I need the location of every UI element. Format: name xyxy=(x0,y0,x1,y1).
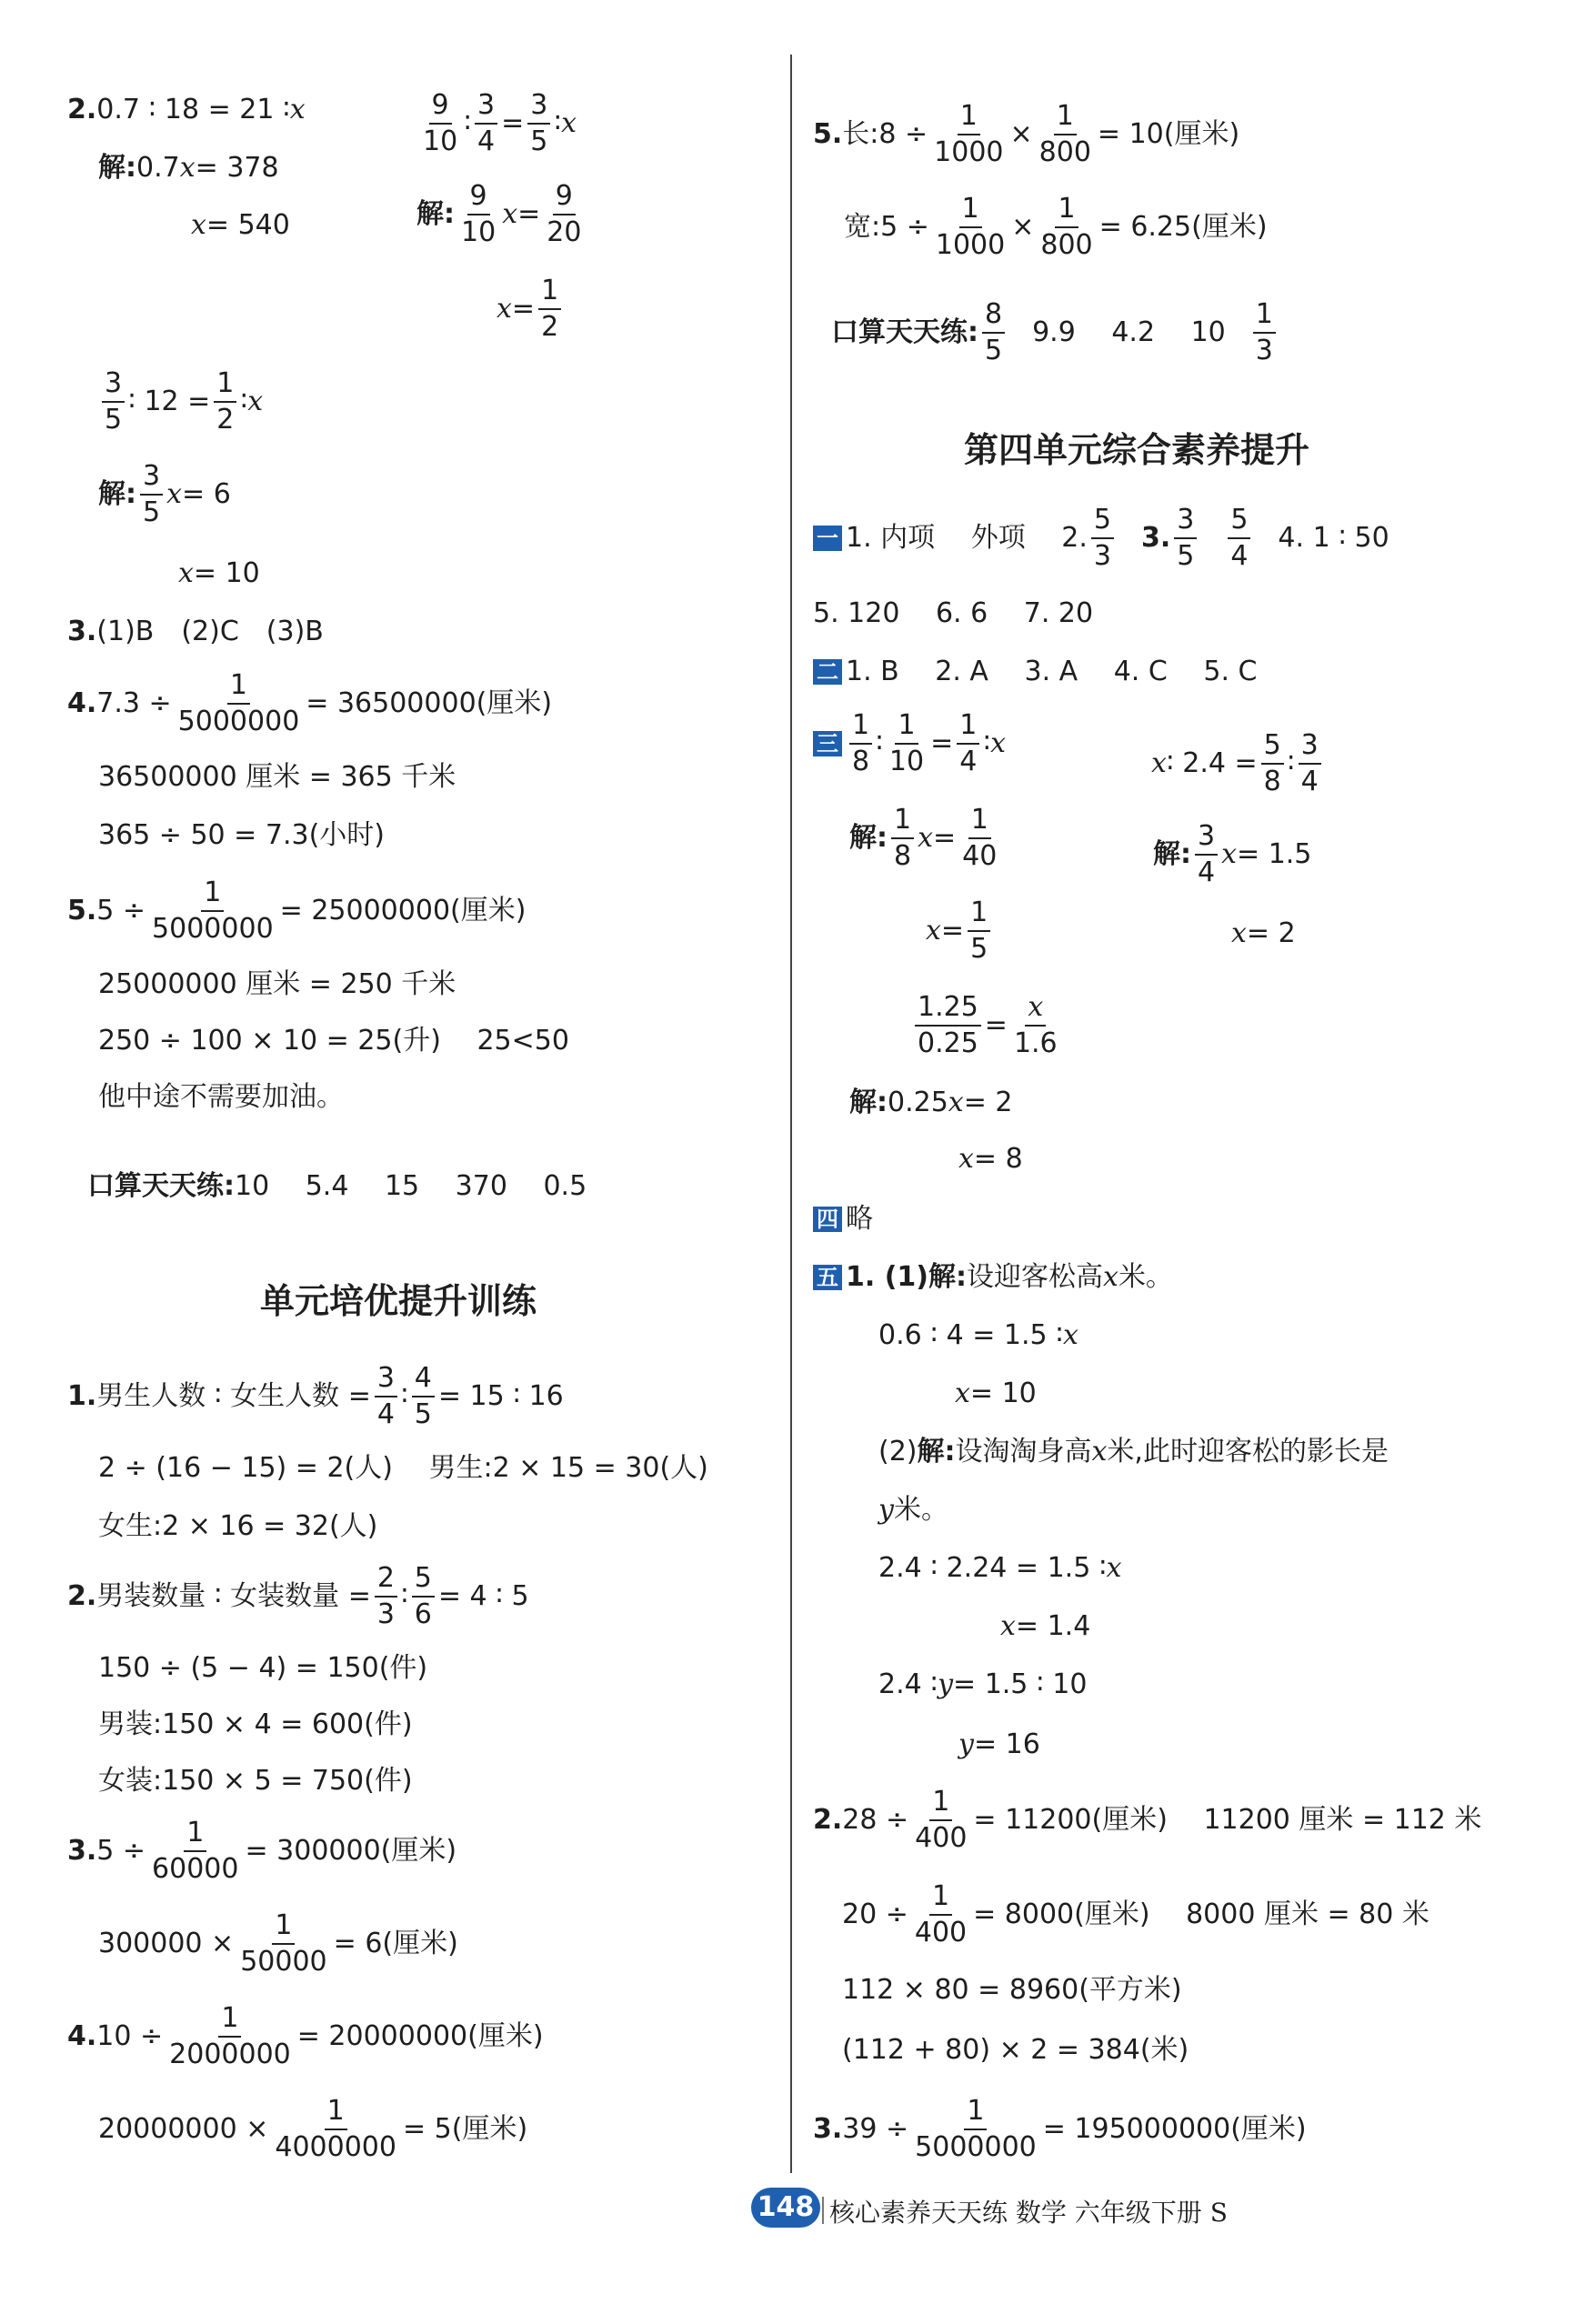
r-q3-line1: 3. 39 ÷ $\frac{1}{5000000}$ = 195000000(厘米) xyxy=(813,2095,1307,2163)
r-q5-line1: 5. 长:8 ÷ $\frac{1}{1000}$ × $\frac{1}{800}$ = 10(厘米) xyxy=(813,100,1240,168)
l-q2b-line1: $\frac{9}{10}$ ∶ $\frac{3}{4}$ = $\frac{3}{5}$ ∶ x xyxy=(416,91,577,155)
fraction: $\frac{1}{1000}$ xyxy=(934,100,1004,168)
fraction: $\frac{3}{5}$ xyxy=(102,369,125,434)
l-oral-practice: 口算天天练: 10 5.4 15 370 0.5 xyxy=(87,1170,587,1202)
r-s5-line3: x = 10 xyxy=(955,1377,1037,1409)
l-q4-line1: 4. 7.3 ÷ $\frac{1}{5000000}$ = 36500000(厘米) xyxy=(67,669,553,737)
l-t1-line2: 2 ÷ (16 − 15) = 2(人) 男生:2 × 15 = 30(人) xyxy=(98,1452,708,1484)
l-t2-line1: 2. 男装数量 ∶ 女装数量 = $\frac{2}{3}$ ∶ $\frac{5}{6}$ = 4 ∶ 5 xyxy=(67,1562,529,1630)
fraction: $\frac{3}{4}$ xyxy=(1299,731,1321,796)
l-t1-line3: 女生:2 × 16 = 32(人) xyxy=(98,1510,378,1542)
fraction: $\frac{1}{40}$ xyxy=(962,804,998,872)
r-s3c-solve2: x = 8 xyxy=(958,1143,1023,1175)
fraction: $\frac{1}{400}$ xyxy=(914,1880,968,1948)
r-s5-line9: y = 16 xyxy=(958,1728,1040,1760)
l-q5-line4: 他中途不需要加油。 xyxy=(98,1081,344,1113)
fraction: $\frac{2}{3}$ xyxy=(375,1564,397,1628)
r-s3-solve2: x = $\frac{1}{5}$ xyxy=(926,898,994,963)
fraction: $\frac{1}{50000}$ xyxy=(240,1909,327,1978)
r-s4: 四 略 xyxy=(813,1206,873,1233)
fraction: $\frac{1}{2}$ xyxy=(214,369,236,434)
l-q2c-solve2: x = 10 xyxy=(178,557,260,589)
l-q5-line2: 25000000 厘米 = 250 千米 xyxy=(98,968,456,1000)
r-s1-line1: 一 1. 内项 外项 2. $\frac{5}{3}$ 3. $\frac{3}{5}$ $\frac{5}{4}$ 4. 1 ∶ 50 xyxy=(813,506,1389,570)
section-badge-1: 一 xyxy=(813,526,842,551)
fraction: $\frac{1}{5}$ xyxy=(968,898,990,963)
l-q2b-solve1: 解: $\frac{9}{10}$ x = $\frac{9}{20}$ xyxy=(416,182,587,246)
fraction: $\frac{5}{3}$ xyxy=(1091,506,1114,570)
fraction: $\frac{1}{800}$ xyxy=(1038,100,1091,168)
r-q2-line4: (112 + 80) × 2 = 384(米) xyxy=(842,2034,1189,2066)
section-badge-4: 四 xyxy=(813,1207,842,1232)
r-s5-line6: 2.4 ∶ 2.24 = 1.5 ∶ x xyxy=(878,1552,1122,1584)
fraction: $\frac{5}{4}$ xyxy=(1228,506,1250,570)
fraction: $\frac{3}{5}$ xyxy=(1174,506,1197,570)
r-s3c-line1: $\frac{1.25}{0.25}$ = $\frac{x}{1.6}$ xyxy=(911,993,1064,1057)
fraction: $\frac{1}{2}$ xyxy=(538,276,561,341)
l-t2-line4: 女装:150 × 5 = 750(件) xyxy=(98,1765,413,1797)
fraction: $\frac{8}{5}$ xyxy=(982,300,1005,365)
r-q2-line1: 2. 28 ÷ $\frac{1}{400}$ = 11200(厘米) 11200 厘米 = 112 米 xyxy=(813,1786,1482,1854)
l-t2-line3: 男装:150 × 4 = 600(件) xyxy=(98,1708,413,1740)
r-s5-line8: 2.4 ∶ y = 1.5 ∶ 10 xyxy=(878,1668,1088,1700)
r-s3b-line1: x ∶ 2.4 = $\frac{5}{8}$ ∶ $\frac{3}{4}$ xyxy=(1151,731,1325,796)
fraction: $\frac{1}{800}$ xyxy=(1040,193,1093,261)
l-q2-line1: 2. 0.7 ∶ 18 = 21 ∶ x xyxy=(67,94,306,125)
r-s3c-solve1: 解: 0.25 x = 2 xyxy=(849,1087,1013,1118)
fraction: $\frac{1}{3}$ xyxy=(1253,300,1276,365)
r-s3-line1: 三 $\frac{1}{8}$ ∶ $\frac{1}{10}$ = $\frac{1}{4}$ ∶ x xyxy=(813,711,1006,776)
l-q3: 3. (1)B (2)C (3)B xyxy=(67,616,324,647)
fraction: $\frac{9}{10}$ xyxy=(423,89,458,157)
fraction: $\frac{x}{1.6}$ xyxy=(1013,991,1058,1059)
r-s5-line4: (2) 解: 设淘淘身高 x 米,此时迎客松的影长是 xyxy=(878,1436,1389,1468)
l-t2-line2: 150 ÷ (5 − 4) = 150(件) xyxy=(98,1652,428,1684)
r-s5-line7: x = 1.4 xyxy=(1000,1610,1091,1642)
l-q4-line3: 365 ÷ 50 = 7.3(小时) xyxy=(98,819,385,851)
r-q2-line2: 20 ÷ $\frac{1}{400}$ = 8000(厘米) 8000 厘米 = 80 米 xyxy=(842,1880,1429,1948)
fraction: $\frac{9}{20}$ xyxy=(547,180,582,248)
l-t1-line1: 1. 男生人数 ∶ 女生人数 = $\frac{3}{4}$ ∶ $\frac{4}{5}$ = 15 ∶ 16 xyxy=(67,1362,564,1430)
l-q2c-line1: $\frac{3}{5}$ ∶ 12 = $\frac{1}{2}$ ∶ x xyxy=(98,369,263,434)
fraction: $\frac{3}{4}$ xyxy=(1195,822,1218,887)
r-s5-line2: 0.6 ∶ 4 = 1.5 ∶ x xyxy=(878,1319,1078,1351)
l-t4-line1: 4. 10 ÷ $\frac{1}{2000000}$ = 20000000(厘米) xyxy=(67,2002,544,2070)
r-s2-line1: 二 1. B 2. A 3. A 4. C 5. C xyxy=(813,658,1257,686)
fraction: $\frac{1.25}{0.25}$ xyxy=(915,993,981,1057)
fraction: $\frac{1}{8}$ xyxy=(891,806,914,870)
fraction: $\frac{1}{5000000}$ xyxy=(915,2095,1037,2163)
r-oral-practice: 口算天天练: $\frac{8}{5}$ 9.9 4.2 10 $\frac{1}{3}$ xyxy=(831,300,1279,365)
l-t3-line1: 3. 5 ÷ $\frac{1}{60000}$ = 300000(厘米) xyxy=(67,1817,457,1885)
section-title-right: 第四单元综合素养提升 xyxy=(964,430,1310,470)
r-q2-line3: 112 × 80 = 8960(平方米) xyxy=(842,1974,1182,2006)
r-s1-line2: 5. 120 6. 6 7. 20 xyxy=(813,597,1094,629)
r-s5-line1: 五 1. (1) 解: 设迎客松高 x 米。 xyxy=(813,1264,1173,1291)
fraction: $\frac{3}{5}$ xyxy=(140,462,163,526)
page-number: 148 xyxy=(751,2188,820,2228)
r-s5-line5: y 米。 xyxy=(878,1494,948,1526)
l-q2-solve2: x = 540 xyxy=(191,209,290,241)
fraction: $\frac{3}{4}$ xyxy=(475,91,497,155)
fraction: $\frac{9}{10}$ xyxy=(461,180,497,248)
r-s3b-solve2: x = 2 xyxy=(1231,917,1296,949)
fraction: $\frac{1}{4000000}$ xyxy=(275,2095,396,2163)
fraction: $\frac{1}{1000}$ xyxy=(935,193,1006,261)
fraction: $\frac{5}{6}$ xyxy=(412,1564,435,1628)
l-t4-line2: 20000000 × $\frac{1}{4000000}$ = 5(厘米) xyxy=(98,2095,528,2163)
column-divider xyxy=(790,55,792,2173)
section-badge-3: 三 xyxy=(813,731,842,756)
section-badge-2: 二 xyxy=(813,659,842,685)
footer-divider xyxy=(822,2197,824,2224)
fraction: $\frac{1}{400}$ xyxy=(915,1786,968,1854)
l-t3-line2: 300000 × $\frac{1}{50000}$ = 6(厘米) xyxy=(98,1909,458,1978)
section-title-left: 单元培优提升训练 xyxy=(260,1281,537,1321)
fraction: $\frac{1}{60000}$ xyxy=(152,1817,239,1885)
fraction: $\frac{3}{4}$ xyxy=(375,1364,397,1428)
fraction: $\frac{5}{8}$ xyxy=(1261,731,1284,796)
fraction: $\frac{4}{5}$ xyxy=(412,1364,435,1428)
fraction: $\frac{1}{5000000}$ xyxy=(177,669,300,737)
fraction: $\frac{1}{2000000}$ xyxy=(169,2002,291,2070)
l-q2b-solve2: x = $\frac{1}{2}$ xyxy=(497,276,565,341)
fraction: $\frac{1}{8}$ xyxy=(849,711,872,776)
fraction: $\frac{1}{4}$ xyxy=(957,711,979,776)
section-badge-5: 五 xyxy=(813,1265,842,1290)
l-q2-solve1: 解: 0.7 x = 378 xyxy=(98,152,279,184)
l-q5-line1: 5. 5 ÷ $\frac{1}{5000000}$ = 25000000(厘米) xyxy=(67,877,527,945)
r-q5-line2: 宽:5 ÷ $\frac{1}{1000}$ × $\frac{1}{800}$ = 6.25(厘米) xyxy=(844,193,1268,261)
fraction: $\frac{3}{5}$ xyxy=(527,91,550,155)
fraction: $\frac{1}{10}$ xyxy=(888,709,925,777)
l-q4-line2: 36500000 厘米 = 365 千米 xyxy=(98,761,456,793)
fraction: $\frac{1}{5000000}$ xyxy=(152,877,274,945)
l-q2c-solve1: 解: $\frac{3}{5}$ x = 6 xyxy=(98,460,231,528)
l-q5-line3: 250 ÷ 100 × 10 = 25(升) 25<50 xyxy=(98,1025,569,1057)
r-s3b-solve1: 解: $\frac{3}{4}$ x = 1.5 xyxy=(1153,820,1312,888)
book-title: 核心素养天天练 数学 六年级下册 S xyxy=(829,2198,1228,2228)
r-s3-solve1: 解: $\frac{1}{8}$ x = $\frac{1}{40}$ xyxy=(849,806,1003,870)
